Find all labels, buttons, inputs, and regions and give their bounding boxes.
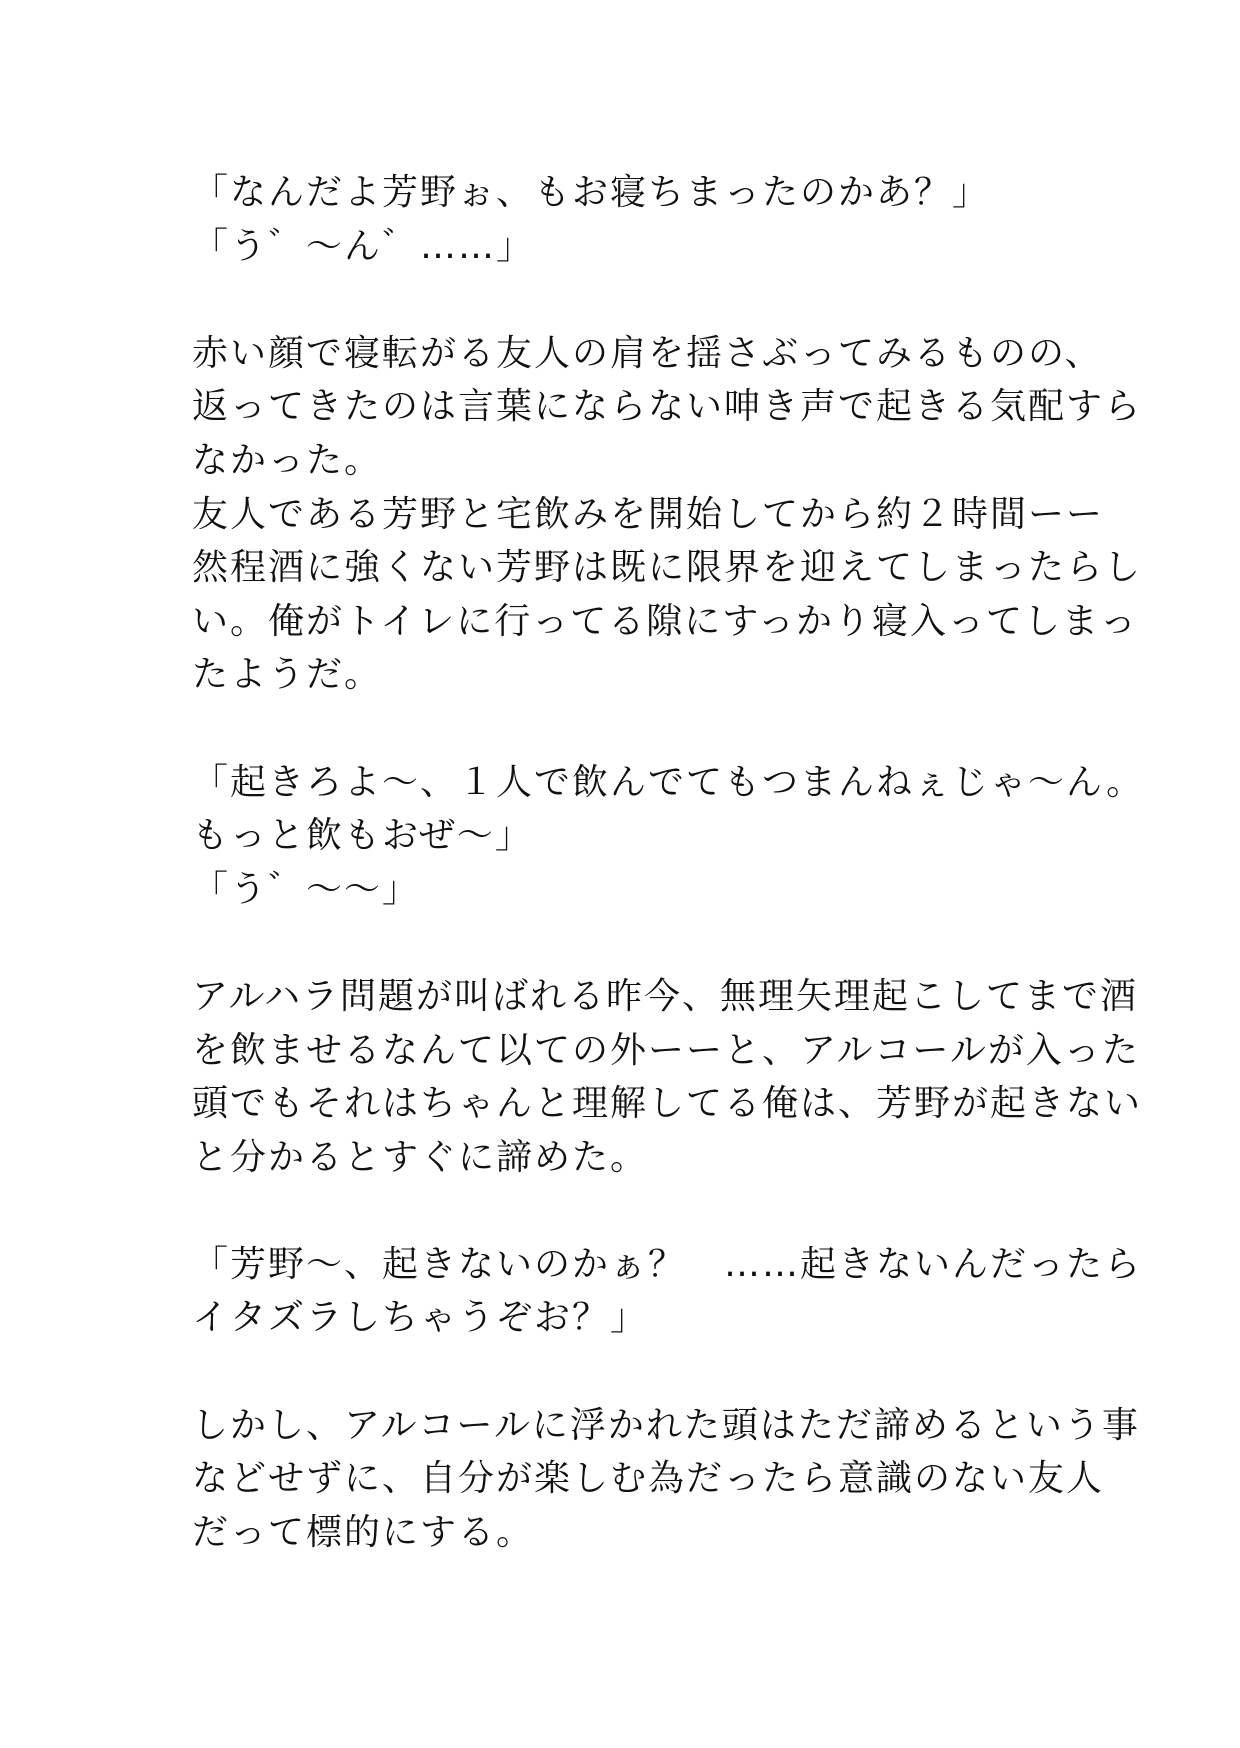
text-line: 頭でもそれはちゃんと理解してる俺は、芳野が起きない [192,1083,1143,1125]
text-line: もっと飲もおぜ〜」 [192,815,533,857]
text-line: と分かるとすぐに諦めた。 [192,1136,649,1178]
blank-line [192,916,1072,970]
text-line: などせずに、自分が楽しむ為だったら意識のない友人 [192,1458,1105,1500]
text-line: を飲ませるなんて以ての外ーーと、アルコールが入った [192,1029,1140,1071]
text-line: 赤い顔で寝転がる友人の肩を揺さぶってみるものの、 [192,332,1103,374]
text-line: 「なんだよ芳野ぉ、もお寝ちまったのかあ？」 [192,172,991,213]
text-line: だって標的にする。 [192,1511,535,1553]
text-line: アルハラ問題が叫ばれる昨今、無理矢理起こしてまで酒 [192,975,1139,1017]
text-line: 「起きろよ〜、１人で飲んでてもつまんねぇじゃ〜ん。 [192,761,1145,803]
blank-line [192,1184,1072,1238]
text-line: たようだ。 [192,654,383,696]
body-text [192,166,1145,1559]
text-line: なかった。 [192,439,383,481]
text-line: しかし、アルコールに浮かれた頭はただ諦めるという事 [192,1404,1140,1446]
text-line: 「う゛〜〜」 [192,868,421,910]
text-line: 「う゛〜ん゛……」 [192,225,535,267]
text-line: い。俺がトイレに行ってる隙にすっかり寝入ってしまっ [192,600,1139,642]
blank-line [192,1345,1072,1399]
text-line: 「芳野〜、起きないのかぁ？ ……起きないんだったら [192,1243,1143,1285]
blank-line [192,273,1072,327]
blank-line [192,702,1072,756]
text-line: 然程酒に強くない芳野は既に限界を迎えてしまったらし [192,547,1143,589]
text-line: 友人である芳野と宅飲みを開始してから約２時間ーー [192,493,1105,535]
text-line: イタズラしちゃうぞお？」 [192,1297,649,1339]
text-line: 返ってきたのは言葉にならない呻き声で起きる気配すら [192,386,1143,428]
